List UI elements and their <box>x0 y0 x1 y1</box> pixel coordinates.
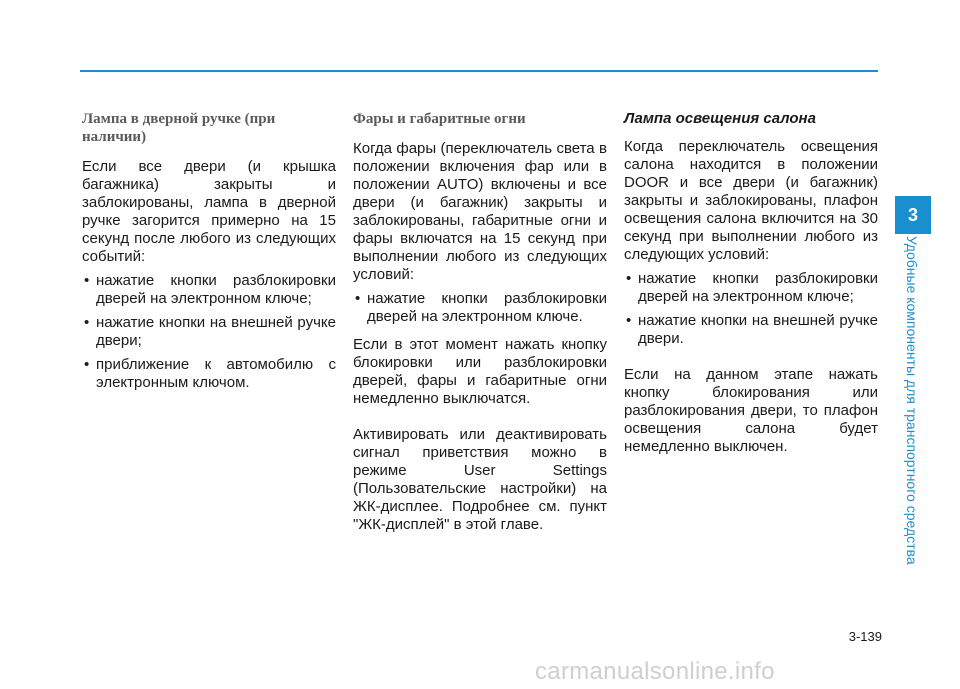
bullet-list <box>353 290 607 326</box>
paragraph: Если все двери (и крышка багажника) закрыты и заблокированы, лампа в дверной ручке загорится примерно на 15 секунд после любого из следующих событий: <box>82 158 336 265</box>
section-heading: Лампа освещения салона <box>624 110 816 127</box>
column-door-handle-lamp <box>82 110 336 398</box>
section-heading: Фары и габаритные огни <box>353 111 526 127</box>
paragraph: Если на данном этапе нажать кнопку блокирования или разблокирования двери, то плафон освещения салона будет немедленно выключен. <box>624 366 878 455</box>
top-rule <box>80 70 878 72</box>
paragraph: Когда переключатель освещения салона находится в положении DOOR и все двери (и багажник) закрыты и заблокированы, плафон освещения салона включится на 30 секунд при выполнении любого из следующих условий: <box>624 138 878 263</box>
bullet-list <box>624 270 878 348</box>
list-item: • нажатие кнопки разблокировки дверей на электронном ключе; <box>82 272 336 308</box>
paragraph: Когда фары (переключатель света в положении включения фар или в положении AUTO) включены и все двери (и багажник) закрыты и заблокированы, габаритные огни и фары включатся на 15 секунд при выполнении любого из следующих условий: <box>353 140 607 283</box>
page-number: 3-139 <box>848 629 882 644</box>
list-item: • нажатие кнопки на внешней ручке двери. <box>624 312 878 348</box>
paragraph: Если в этот момент нажать кнопку блокировки или разблокировки дверей, фары и габаритные огни немедленно выключатся. <box>353 336 607 407</box>
section-heading: Лампа в дверной ручке (при наличии) <box>82 111 276 145</box>
chapter-number-badge: 3 <box>895 196 931 234</box>
list-item: • приближение к автомобилю с электронным ключом. <box>82 356 336 392</box>
watermark: carmanualsonline.info <box>535 658 775 685</box>
column-headlights <box>353 110 607 534</box>
list-item: • нажатие кнопки разблокировки дверей на электронном ключе; <box>624 270 878 306</box>
list-item: • нажатие кнопки на внешней ручке двери; <box>82 314 336 350</box>
list-item: • нажатие кнопки разблокировки дверей на электронном ключе. <box>353 290 607 326</box>
bullet-list <box>82 272 336 392</box>
paragraph: Активировать или деактивировать сигнал приветствия можно в режиме User Settings (Пользовательские настройки) на ЖК-дисплее. Подробнее см. пункт "ЖК-дисплей" в этой главе. <box>353 426 607 533</box>
chapter-title: Удобные компоненты для транспортного средства <box>904 236 920 565</box>
column-interior-lamp <box>624 110 878 456</box>
